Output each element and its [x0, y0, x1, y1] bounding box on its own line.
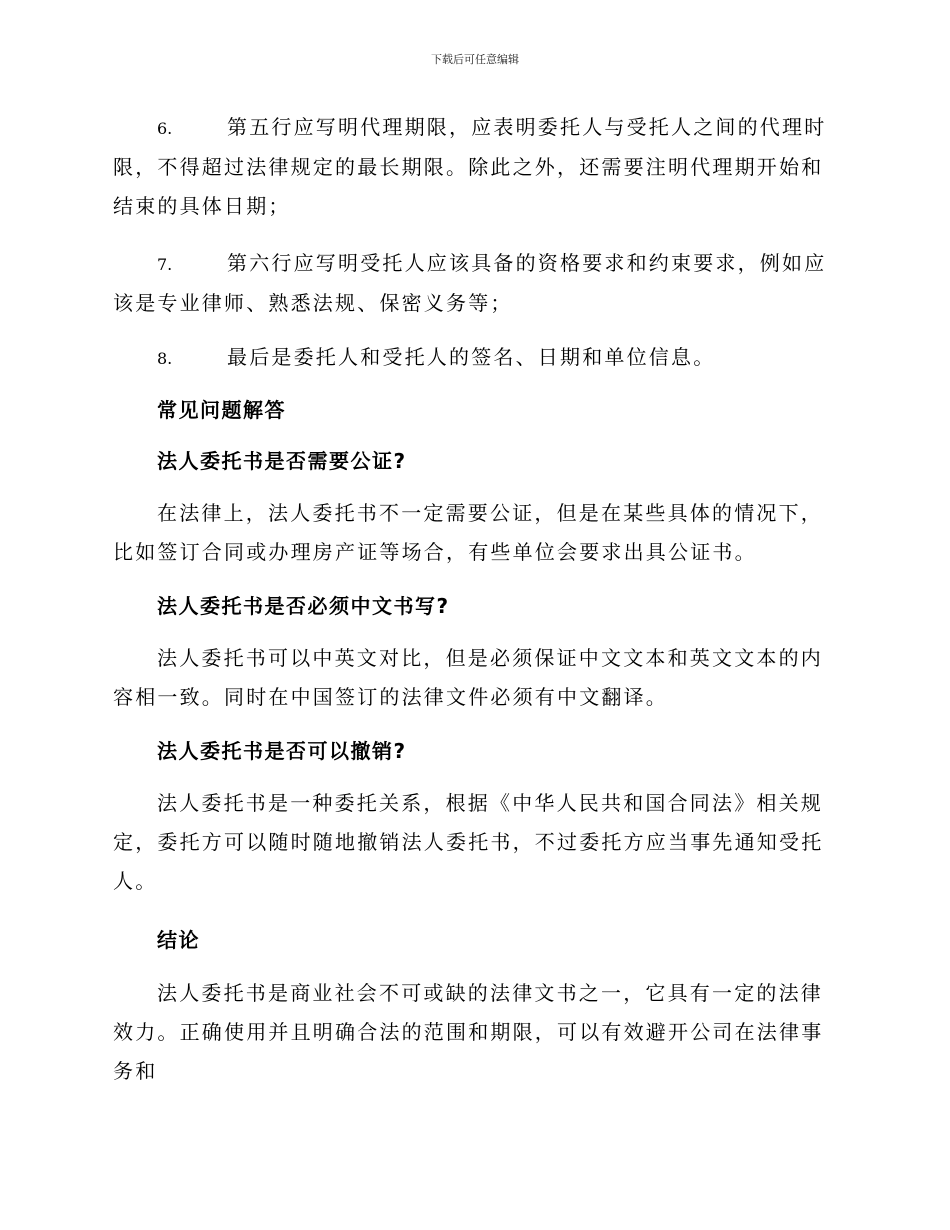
answer-paragraph-2: 法人委托书可以中英文对比，但是必须保证中文文本和英文文本的内容相一致。同时在中国签订的法律文件必须有中文翻译。 — [113, 646, 823, 709]
list-item-text: 最后是委托人和受托人的签名、日期和单位信息。 — [227, 345, 716, 369]
section-heading-conclusion: 结论 — [157, 928, 200, 952]
list-item-text: 第五行应写明代理期限，应表明委托人与受托人之间的代理时限，不得超过法律规定的最长期限。除此之外，还需要注明代理期开始和结束的具体日期； — [113, 115, 827, 218]
question-heading-1: 法人委托书是否需要公证? — [157, 449, 407, 473]
question-heading-2: 法人委托书是否必须中文书写? — [157, 594, 450, 618]
list-number: 7. — [157, 255, 173, 274]
list-item-text: 第六行应写明受托人应该具备的资格要求和约束要求，例如应该是专业律师、熟悉法规、保密义务等； — [113, 251, 827, 315]
answer-paragraph-3: 法人委托书是一种委托关系，根据《中华人民共和国合同法》相关规定，委托方可以随时随地撤销法人委托书，不过委托方应当事先通知受托人。 — [113, 791, 824, 893]
page-header: 下载后可任意编辑 — [431, 53, 519, 66]
conclusion-paragraph: 法人委托书是商业社会不可或缺的法律文书之一，它具有一定的法律效力。正确使用并且明确合法的范围和期限，可以有效避开公司在法律事务和 — [113, 981, 824, 1083]
list-number: 8. — [157, 349, 173, 368]
list-number: 6. — [157, 119, 173, 138]
question-heading-3: 法人委托书是否可以撤销? — [157, 739, 407, 763]
list-item-8 — [113, 338, 833, 378]
section-heading-faq: 常见问题解答 — [157, 398, 286, 422]
answer-paragraph-1: 在法律上，法人委托书不一定需要公证，但是在某些具体的情况下，比如签订合同或办理房产证等场合，有些单位会要求出具公证书。 — [113, 501, 823, 564]
list-item-7 — [113, 244, 833, 323]
list-item-6 — [113, 108, 833, 226]
